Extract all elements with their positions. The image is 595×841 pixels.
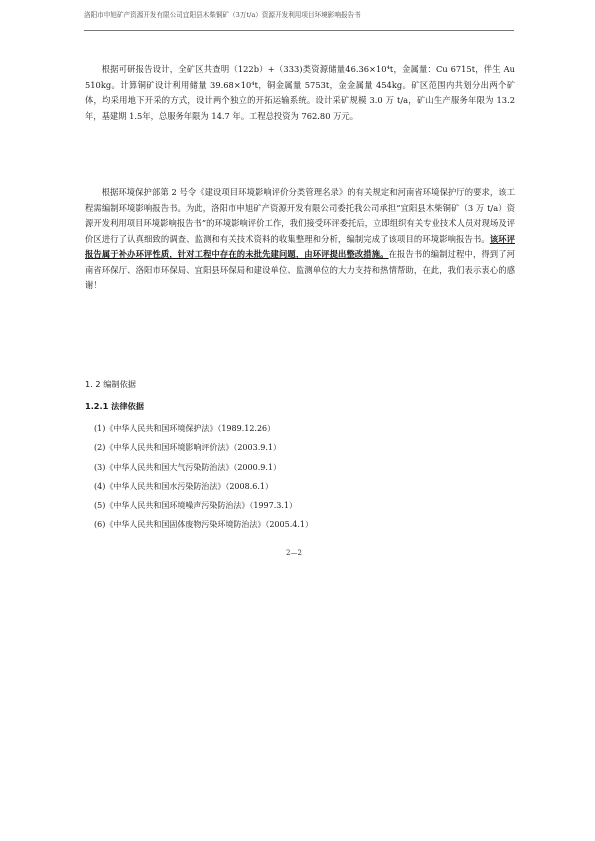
section-heading: 1. 2 编制依据	[85, 379, 136, 389]
running-header: 洛阳市申旭矿产资源开发有限公司宜阳县木柴铜矿（3万t/a）资源开发利用项目环境影响报告书	[84, 11, 361, 19]
list-item: (5)《中华人民共和国环境噪声污染防治法》（1997.3.1）	[94, 501, 297, 511]
list-item: (1)《中华人民共和国环境保护法》（1989.12.26）	[94, 424, 276, 433]
law-list	[94, 419, 313, 535]
paragraph-commission	[85, 185, 515, 294]
paragraph-resources: 根据可研报告设计，全矿区共查明（122b）+（333)类资源储量46.36×10⁴t，金属量：Cu 6715t，伴生 Au 510kg。计算铜矿设计利用储量 39.68×10⁴t，铜金属量 5753t，金金属量 454kg。矿区范围内共划分出两个矿体，均采用地下开采的方式，设计两个独立的开拓运输系统。设计采矿规模 3.0 万 t/a，矿山生产服务年限为 13.2 年，基建期 1.5年，总服务年限为 14.7 年。工程总投资为 762.80 万元。	[85, 64, 515, 121]
paragraph-commission-text: 根据环境保护部第 2 号令《建设项目环境影响评价分类管理名录》的有关规定和河南省环境保护厅的要求，该工程需编制环境影响报告书。为此，洛阳市申旭矿产资源开发有限公司委托我公司承担“宜阳县木柴铜矿（3 万 t/a）资源开发利用项目环境影响报告书”的环境影响评价工作，我们接受环评委托后，立即组织有关专业技术人员对现场及评价区进行了认真细致的调查、监测和有关技术资料的收集整理和分析，编制完成了该项目的环境影响报告书。	[85, 187, 515, 244]
paragraph-acknowledgement-text: 在报告书的编制过程中，得到了河南省环保厅、洛阳市环保局、宜阳县环保局和建设单位、监测单位的大力支持和热情帮助，在此，我们表示衷心的感谢！	[85, 249, 515, 290]
subsection-heading: 1.2.1 法律依据	[85, 401, 144, 411]
list-item: (6)《中华人民共和国固体废物污染环境防治法》（2005.4.1）	[94, 520, 313, 530]
list-item: (4)《中华人民共和国水污染防治法》（2008.6.1）	[94, 481, 273, 491]
list-item: (2)《中华人民共和国环境影响评价法》（2003.9.1）	[94, 443, 281, 453]
page-number: 2—2	[286, 549, 302, 557]
highlighted-statement: 该环评报告属于补办环评性质，针对工程中存在的未批先建问题，由环评提出整改措施。	[85, 233, 515, 259]
header-divider	[84, 30, 514, 31]
list-item: (3)《中华人民共和国大气污染防治法》（2000.9.1）	[94, 462, 281, 472]
